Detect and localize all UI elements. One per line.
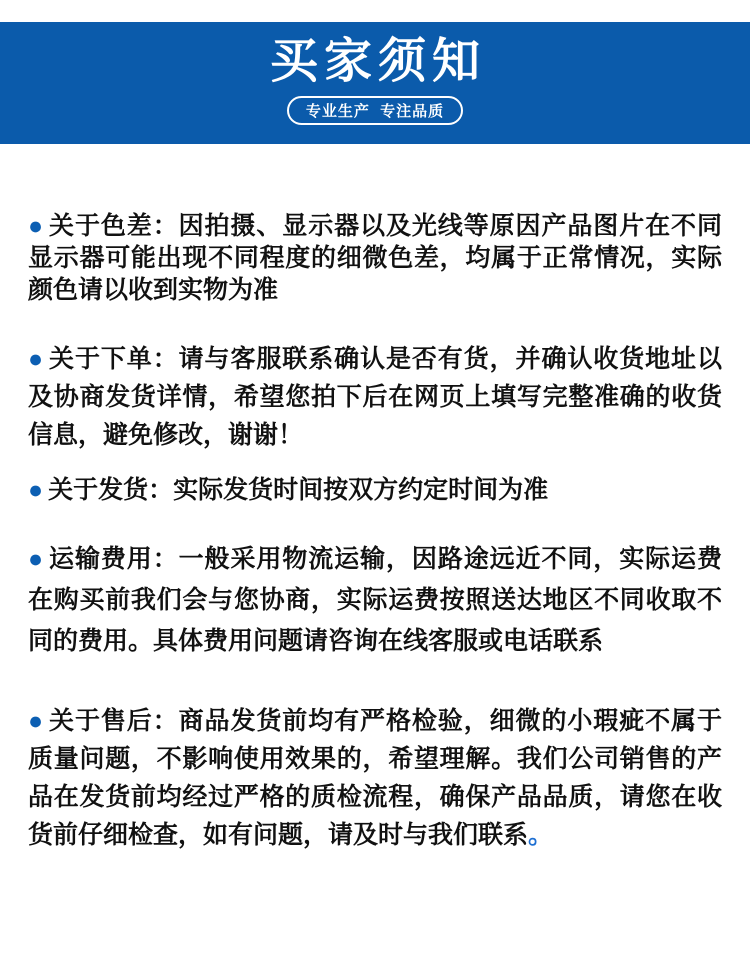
notice-paragraph-freight — [28, 539, 722, 662]
bullet-icon: ● — [28, 476, 44, 504]
notice-content — [0, 210, 750, 854]
notice-label: 关于下单： — [49, 345, 179, 373]
bullet-icon: ● — [28, 545, 45, 573]
slogan-badge — [287, 96, 463, 125]
bullet-icon: ● — [28, 707, 45, 735]
notice-text: 实际发货时间按双方约定时间为准 — [173, 476, 549, 504]
notice-paragraph-color-difference — [28, 210, 722, 306]
bullet-icon: ● — [28, 212, 45, 240]
notice-banner — [0, 22, 750, 144]
notice-label: 关于发货： — [48, 476, 174, 504]
notice-label: 运输费用： — [49, 545, 179, 573]
notice-text: 一般采用物流运输，因路途远近不同，实际运费在购买前我们会与您协商，实际运费按照送达地区不同收取不同的费用。具体费用问题请咨询在线客服或电话联系 — [28, 545, 722, 655]
bullet-icon: ● — [28, 345, 45, 373]
notice-text: 因拍摄、显示器以及光线等原因产品图片在不同显示器可能出现不同程度的细微色差，均属于正常情况，实际颜色请以收到实物为准 — [28, 212, 722, 304]
notice-paragraph-after-sales — [28, 702, 722, 854]
notice-paragraph-ordering — [28, 340, 722, 454]
notice-text: 商品发货前均有严格检验，细微的小瑕疵不属于质量问题，不影响使用效果的，希望理解。我们公司销售的产品在发货前均经过严格的质检流程，确保产品品质，请您在收货前仔细检查，如有问题，请及时与我们联系 — [28, 707, 722, 849]
page-title: 买家须知 — [269, 34, 486, 88]
notice-label: 关于色差： — [49, 212, 179, 240]
notice-paragraph-shipping-time — [28, 471, 722, 509]
notice-tail: 。 — [528, 821, 554, 849]
notice-label: 关于售后： — [49, 707, 179, 735]
notice-text: 请与客服联系确认是否有货，并确认收货地址以及协商发货详情，希望您拍下后在网页上填写完整准确的收货信息，避免修改，谢谢！ — [28, 345, 722, 449]
slogan-badge-label: 专业生产 专注品质 — [305, 102, 445, 120]
